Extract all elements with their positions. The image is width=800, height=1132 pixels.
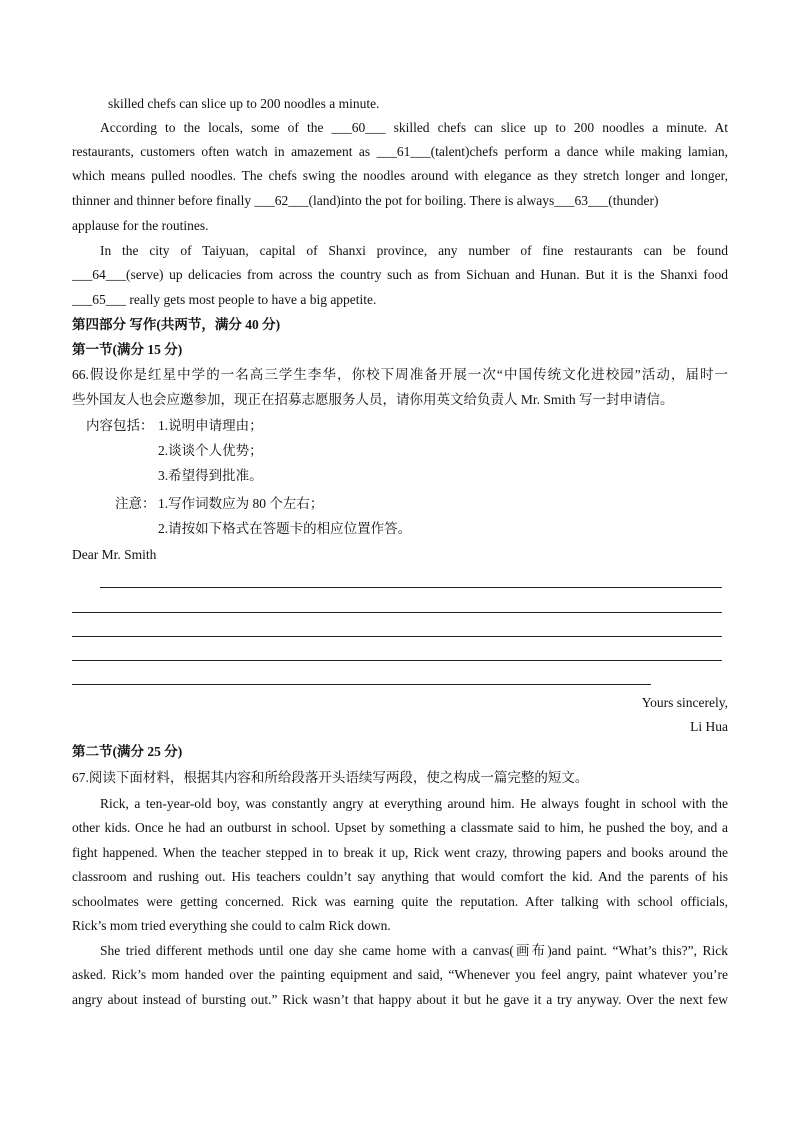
content-item: 3.希望得到批准。 bbox=[158, 468, 263, 483]
question-67-line: 67.阅读下面材料，根据其内容和所给段落开头语续写两段，使之构成一篇完整的短文。 bbox=[72, 770, 589, 785]
story-line: classroom and rushing out. His teachers couldn’t say anything that would comfort the kid. And the parents of his bbox=[72, 869, 728, 884]
passage-line: thinner and thinner before finally ___62___(land)into the pot for boiling. There is always___63___(thunder) bbox=[72, 193, 659, 208]
part4-heading: 第四部分 写作(共两节，满分 40 分) bbox=[72, 317, 281, 332]
story-line: She tried different methods until one day she came home with a canvas(画布)and paint. “What’s this?”, Rick bbox=[100, 943, 728, 958]
passage-line: According to the locals, some of the ___60___ skilled chefs can slice up to 200 noodles a minute. At bbox=[100, 120, 728, 135]
content-item: 1.说明申请理由； bbox=[158, 418, 263, 433]
section1-heading: 第一节(满分 15 分) bbox=[72, 342, 183, 357]
question-66-line: 些外国友人也会应邀参加，现正在招募志愿服务人员，请你用英文给负责人 Mr. Smith 写一封申请信。 bbox=[72, 392, 674, 407]
section2-heading: 第二节(满分 25 分) bbox=[72, 744, 183, 759]
letter-signature: Li Hua bbox=[690, 719, 728, 734]
question-66-line: 66.假设你是红星中学的一名高三学生李华，你校下周准备开展一次“中国传统文化进校园”活动，届时一 bbox=[72, 367, 728, 382]
passage-line: applause for the routines. bbox=[72, 218, 209, 233]
writing-line bbox=[100, 587, 722, 588]
passage-line: restaurants, customers often watch in amazement as ___61___(talent)chefs perform a dance while making lamian, bbox=[72, 144, 728, 159]
passage-line: In the city of Taiyuan, capital of Shanxi province, any number of fine restaurants can be found bbox=[100, 243, 728, 258]
note-label: 注意： bbox=[115, 496, 156, 511]
note-item: 1.写作词数应为 80 个左右； bbox=[158, 496, 324, 511]
story-line: asked. Rick’s mom handed over the painting equipment and said, “Whenever you feel angry, paint whatever you’re bbox=[72, 967, 728, 982]
writing-line bbox=[72, 636, 722, 637]
writing-line bbox=[72, 684, 651, 685]
writing-line bbox=[72, 660, 722, 661]
story-line: angry about instead of bursting out.” Rick wasn’t that happy about it but he gave it a try anyway. Over the next few bbox=[72, 992, 728, 1007]
story-line: Rick’s mom tried everything she could to calm Rick down. bbox=[72, 918, 391, 933]
story-line: fight happened. When the teacher stepped in to break it up, Rick went crazy, throwing papers and books around the bbox=[72, 845, 728, 860]
passage-line: ___64___(serve) up delicacies from across the country such as from Sichuan and Hunan. But it is the Shanxi food bbox=[72, 267, 728, 282]
content-label: 内容包括： bbox=[86, 418, 154, 433]
story-line: other kids. Once he had an outburst in school. Upset by something a classmate said to him, he pushed the boy, and a bbox=[72, 820, 728, 835]
writing-line bbox=[72, 612, 722, 613]
letter-closing: Yours sincerely, bbox=[641, 695, 728, 710]
passage-line: ___65___ really gets most people to have a big appetite. bbox=[72, 292, 377, 307]
content-item: 2.谈谈个人优势； bbox=[158, 443, 263, 458]
passage-line: skilled chefs can slice up to 200 noodles a minute. bbox=[108, 96, 380, 111]
passage-line: which means pulled noodles. The chefs swing the noodles around with elegance as they stretch longer and longer, bbox=[72, 168, 728, 183]
story-line: Rick, a ten-year-old boy, was constantly angry at everything around him. He always fought in school with the bbox=[100, 796, 728, 811]
letter-greeting: Dear Mr. Smith bbox=[72, 547, 157, 562]
note-item: 2.请按如下格式在答题卡的相应位置作答。 bbox=[158, 521, 412, 536]
story-line: schoolmates were getting concerned. Rick was earning quite the reputation. After talking with school officials, bbox=[72, 894, 728, 909]
